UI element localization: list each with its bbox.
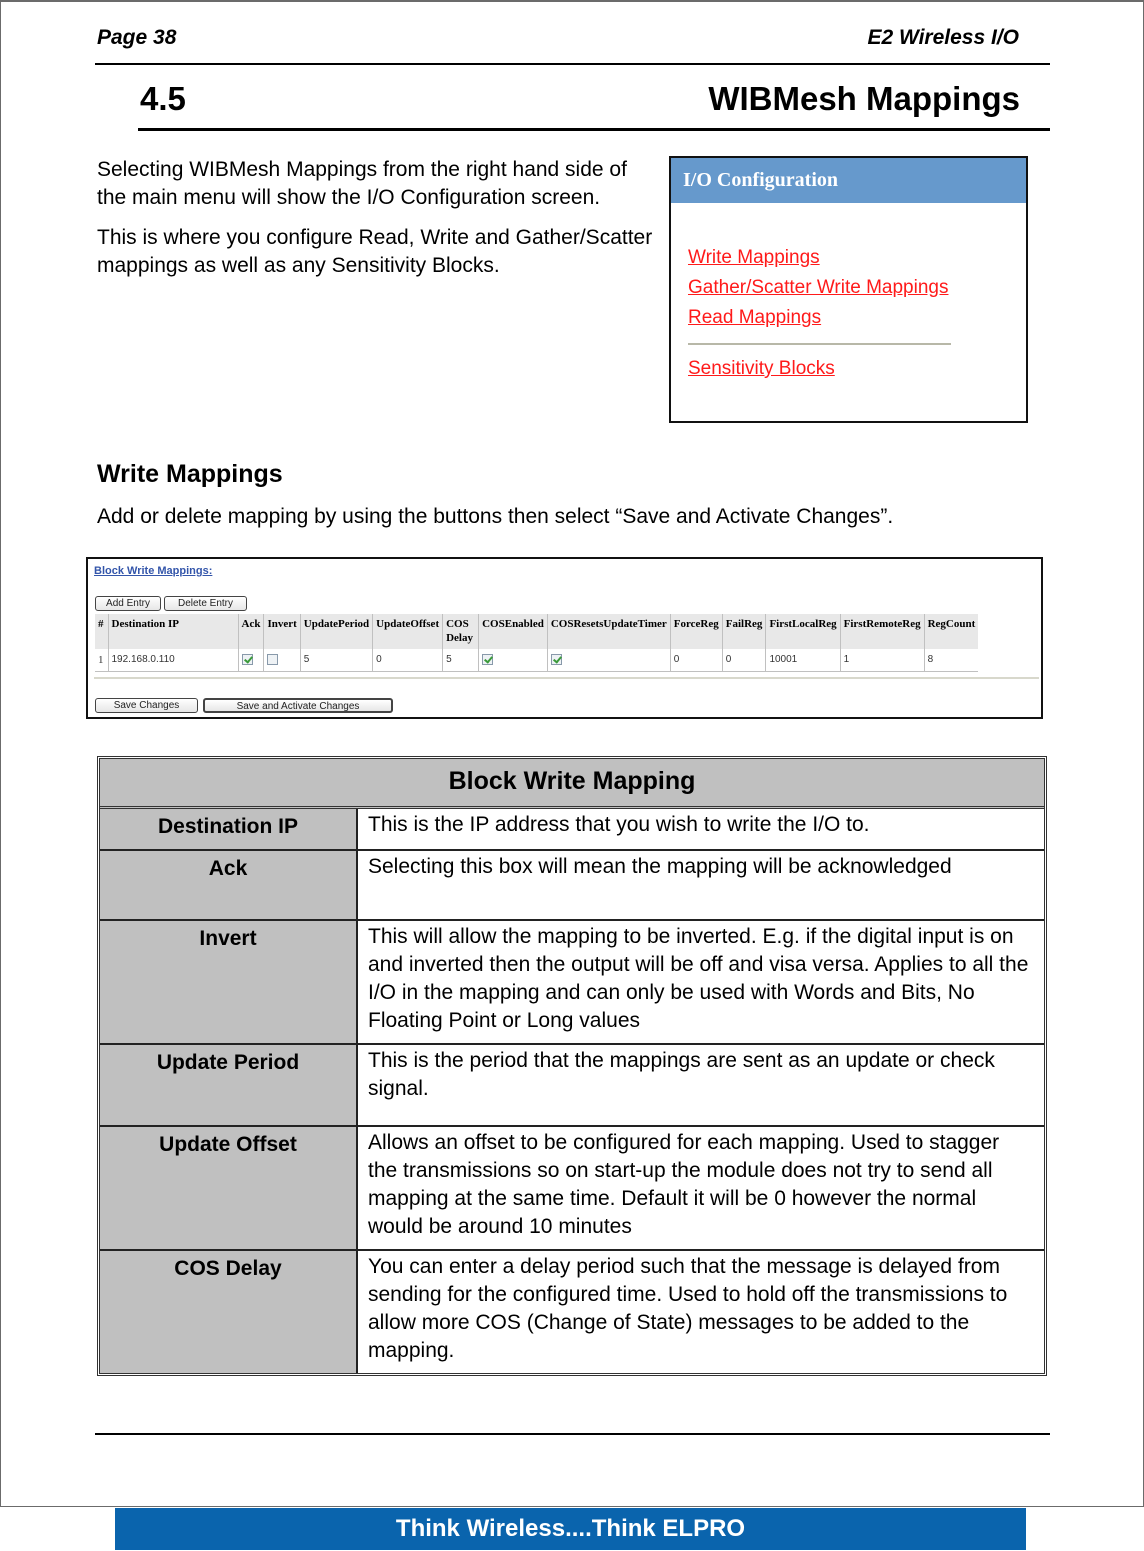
term-cell: Update Offset [100, 1127, 358, 1249]
table-row [100, 1127, 1044, 1251]
block-write-mappings-title: Block Write Mappings: [94, 565, 213, 577]
description-cell: Allows an offset to be configured for each mapping. Used to stagger the transmissions so on start-up the module does not try to send all mapping at the same time. Default it will be 0 however the normal would be around 10 minutes [358, 1127, 1044, 1249]
column-header: UpdateOffset [373, 614, 443, 649]
cos-resets-update-timer-cell [547, 649, 670, 671]
io-configuration-menu [688, 243, 951, 384]
section-rule [138, 128, 1050, 131]
document-title: E2 Wireless I/O [867, 26, 1019, 49]
link-write-mappings[interactable]: Write Mappings [688, 247, 820, 268]
term-cell: COS Delay [100, 1251, 358, 1373]
menu-divider [688, 343, 951, 345]
section-title: WIBMesh Mappings [708, 80, 1020, 117]
intro-paragraph: Selecting WIBMesh Mappings from the right hand side of the main menu will show the I/O Configuration screen. [97, 158, 627, 209]
first-remote-reg-field[interactable]: 1 [840, 649, 924, 671]
first-local-reg-field[interactable]: 10001 [766, 649, 840, 671]
column-header: FirstRemoteReg [840, 614, 924, 649]
reg-count-field[interactable]: 8 [924, 649, 978, 671]
table-title: Block Write Mapping [100, 759, 1044, 809]
column-header: COSEnabled [479, 614, 548, 649]
table-divider [94, 677, 1039, 679]
term-cell: Ack [100, 851, 358, 919]
table-row [100, 851, 1044, 921]
table-row[interactable] [95, 649, 978, 671]
description-cell: You can enter a delay period such that the message is delayed from sending for the configured time. Used to hold off the transmissions to allow more COS (Change of State) messages to be added to the mapping. [358, 1251, 1044, 1373]
update-period-field[interactable]: 5 [300, 649, 372, 671]
invert-checkbox[interactable] [267, 654, 278, 665]
cos-delay-field[interactable]: 5 [443, 649, 479, 671]
destination-ip-field[interactable]: 192.168.0.110 [108, 649, 238, 671]
update-offset-field[interactable]: 0 [373, 649, 443, 671]
running-header [97, 26, 1019, 52]
cos-resets-update-timer-checkbox[interactable] [551, 654, 562, 665]
header-rule [95, 63, 1050, 65]
save-and-activate-changes-button[interactable]: Save and Activate Changes [203, 698, 393, 713]
column-header: ForceReg [670, 614, 722, 649]
section-number: 4.5 [140, 80, 186, 117]
invert-cell [264, 649, 300, 671]
table-row [100, 1045, 1044, 1127]
cos-enabled-cell [479, 649, 548, 671]
mappings-table [95, 614, 978, 672]
column-header: COSResetsUpdateTimer [547, 614, 670, 649]
delete-entry-button[interactable]: Delete Entry [164, 596, 247, 611]
description-cell: This is the period that the mappings are sent as an update or check signal. [358, 1045, 1044, 1125]
section-heading [140, 80, 1020, 120]
description-cell: Selecting this box will mean the mapping will be acknowledged [358, 851, 1044, 919]
link-read-mappings[interactable]: Read Mappings [688, 307, 822, 328]
link-gather-scatter-write-mappings[interactable]: Gather/Scatter Write Mappings [688, 277, 949, 298]
table-row [100, 921, 1044, 1045]
table-row [100, 809, 1044, 851]
link-sensitivity-blocks[interactable]: Sensitivity Blocks [688, 358, 835, 379]
description-cell: This will allow the mapping to be inverted. E.g. if the digital input is on and inverted then the output will be off and visa versa. Applies to all the I/O in the mapping and can only be used with Words and Bits, No Floating Point or Long values [358, 921, 1044, 1043]
io-configuration-screenshot [669, 156, 1028, 423]
column-header: # [95, 614, 108, 649]
column-header: Ack [238, 614, 264, 649]
write-mappings-heading: Write Mappings [97, 460, 283, 488]
description-cell: This is the IP address that you wish to write the I/O to. [358, 809, 1044, 849]
term-cell: Destination IP [100, 809, 358, 849]
block-write-mapping-table [97, 756, 1047, 1376]
force-reg-field[interactable]: 0 [670, 649, 722, 671]
intro-text [97, 156, 657, 292]
intro-paragraph: This is where you configure Read, Write and Gather/Scatter mappings as well as any Sensitivity Blocks. [97, 226, 653, 277]
block-write-mappings-screenshot [86, 557, 1043, 719]
footer-banner: Think Wireless....Think ELPRO [115, 1508, 1026, 1550]
fail-reg-field[interactable]: 0 [722, 649, 766, 671]
footer-rule [95, 1433, 1050, 1435]
term-cell: Invert [100, 921, 358, 1043]
ack-checkbox[interactable] [242, 654, 253, 665]
ack-cell [238, 649, 264, 671]
page-number: Page 38 [97, 26, 177, 49]
write-mappings-instruction: Add or delete mapping by using the buttons then select “Save and Activate Changes”. [97, 505, 894, 528]
column-header: FirstLocalReg [766, 614, 840, 649]
column-header: UpdatePeriod [300, 614, 372, 649]
column-header: Destination IP [108, 614, 238, 649]
term-cell: Update Period [100, 1045, 358, 1125]
column-header: FailReg [722, 614, 766, 649]
column-header: RegCount [924, 614, 978, 649]
table-header-row [95, 614, 978, 649]
io-configuration-title: I/O Configuration [671, 158, 1026, 203]
column-header: COS Delay [443, 614, 479, 649]
save-changes-button[interactable]: Save Changes [95, 698, 198, 713]
table-row [100, 1251, 1044, 1373]
cos-enabled-checkbox[interactable] [482, 654, 493, 665]
column-header: Invert [264, 614, 300, 649]
row-index: 1 [95, 649, 108, 671]
add-entry-button[interactable]: Add Entry [95, 596, 161, 611]
